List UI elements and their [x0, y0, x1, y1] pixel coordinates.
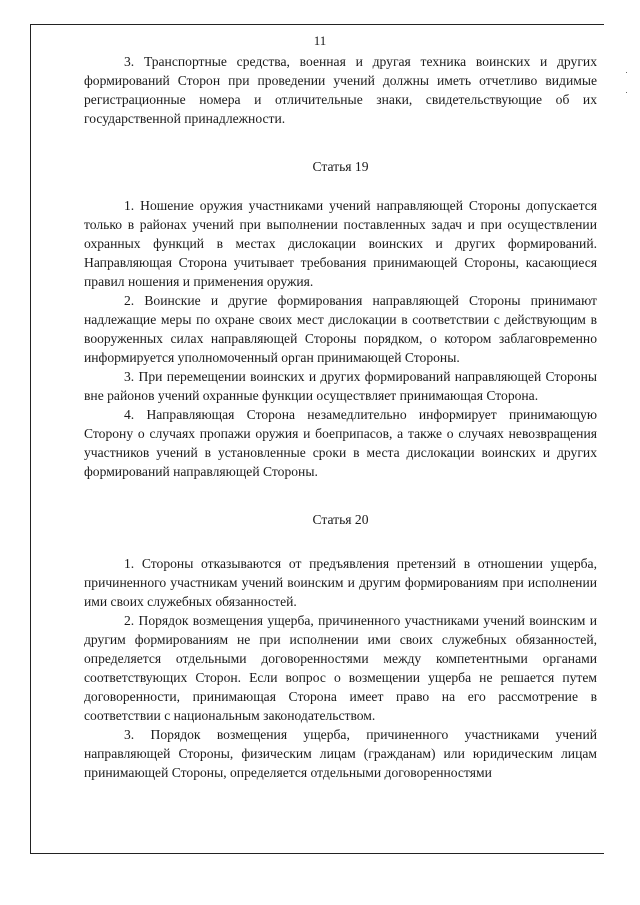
article-19-paragraph-3: 3. При перемещении воинских и других формирований направляющей Стороны вне районов учений охранные функции осуществляет принимающая Сторона.	[84, 369, 597, 403]
article-19-paragraph-1: 1. Ношение оружия участниками учений направляющей Стороны допускается только в районах учений при выполнении поставленных задач и при осуществлении охранных функций в местах дислокации воинских и других формирований. Направляющая Сторона учитывает требования принимающей Стороны, касающиеся правил ношения и применения оружия.	[84, 198, 597, 289]
page-number: 11	[313, 33, 327, 48]
paragraph-intro-3: 3. Транспортные средства, военная и другая техника воинских и других формирований Сторон при проведении учений должны иметь отчетливо видимые регистрационные номера и отличительные знаки, свидетельствующие об их государственной принадлежности.	[84, 54, 597, 126]
scan-mark	[626, 92, 627, 93]
article-20-paragraph-1: 1. Стороны отказываются от предъявления претензий в отношении ущерба, причиненного участникам учений воинским и другим формированиям при исполнении ими своих служебных обязанностей.	[84, 556, 597, 609]
article-20-paragraph-2: 2. Порядок возмещения ущерба, причиненного участниками учений воинским и другим формированиям не при исполнении ими своих служебных обязанностей, определяется отдельными договоренностями между компетентными органами соответствующих Сторон. Если вопрос о возмещении ущерба не решается путем договоренности, принимающая Сторона имеет право на его рассмотрение в соответствии с национальным законодательством.	[84, 613, 597, 723]
article-19-paragraph-2: 2. Воинские и другие формирования направляющей Стороны принимают надлежащие меры по охране своих мест дислокации в соответствии с действующим в вооруженных силах направляющей Стороны порядком, о котором заблаговременно информируется уполномоченный орган принимающей Стороны.	[84, 293, 597, 365]
article-19-paragraph-4: 4. Направляющая Сторона незамедлительно информирует принимающую Сторону о случаях пропажи оружия и боеприпасов, а также о случаях невозвращения участников учений в установленные сроки в места дислокации воинских и других формирований направляющей Стороны.	[84, 407, 597, 479]
article-20-heading: Статья 20	[312, 512, 369, 527]
article-20-paragraph-3: 3. Порядок возмещения ущерба, причиненного участниками учений направляющей Стороны, физическим лицам (гражданам) или юридическим лицам принимающей Стороны, определяется отдельными договоренностями	[84, 727, 597, 780]
scan-mark	[626, 72, 627, 73]
document-body	[84, 52, 597, 782]
article-19-heading: Статья 19	[312, 159, 369, 174]
